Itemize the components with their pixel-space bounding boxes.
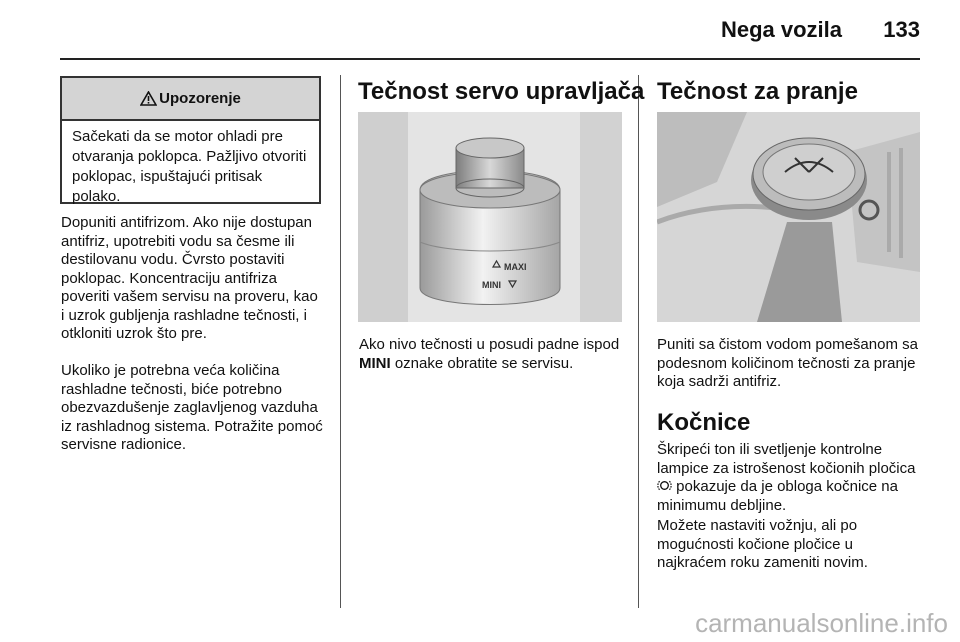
washer-reservoir-image: [657, 112, 920, 322]
reservoir-illustration: [358, 112, 622, 322]
header-divider: [60, 58, 920, 60]
brakes-paragraph-2: Možete nastaviti vožnju, ali po mogućnosti kočione pločice u najkraćem roku zameniti novim.: [657, 517, 868, 571]
power-steering-instructions: [359, 336, 621, 373]
warning-text: Sačekati da se motor ohladi pre otvaranja poklopca. Pažljivo otvoriti poklopac, ispuštajući pritisak polako.: [72, 128, 307, 205]
watermark-text: carmanualsonline.info: [695, 608, 948, 638]
instruction-text-start: Ako nivo tečnosti u posudi padne ispod: [359, 336, 620, 353]
column-divider-1: [340, 75, 341, 608]
instruction-text-end: oznake obratite se servisu.: [390, 354, 574, 372]
mini-mark-bold: MINI: [359, 354, 391, 372]
brake-pad-wear-icon: [657, 479, 672, 492]
washer-cap-illustration: [657, 112, 920, 322]
washer-fluid-instructions: Puniti sa čistom vodom pomešanom sa podesnom količinom tečnosti za pranje koja sadrži antifriz.: [657, 336, 918, 390]
page-header-title: Nega vozila: [720, 17, 842, 42]
page-number: 133: [883, 17, 920, 42]
brakes-paragraph-1: [657, 441, 920, 515]
min-mark-label: MINI: [482, 280, 501, 290]
washer-fluid-title: Tečnost za pranje: [657, 78, 858, 105]
brakes-title: Kočnice: [657, 409, 751, 436]
brakes-text-start: Škripeći ton ili svetljenje kontrolne lampice za istrošenost kočionih pločica: [657, 441, 916, 477]
warning-triangle-icon: [140, 91, 157, 106]
power-steering-fluid-title: Tečnost servo upravljača: [358, 78, 645, 105]
warning-box: [60, 76, 321, 204]
coolant-paragraph-1: Dopuniti antifrizom. Ako nije dostupan antifriz, upotrebiti vodu sa česme ili destilovanu vodu. Čvrsto postaviti poklopac. Koncentraciju antifriza poveriti vašem servisu na proveru, kao i uzrok gubljenja rashladne tečnosti, i otkloniti uzrok što pre.: [61, 214, 318, 342]
warning-title: Upozorenje: [159, 90, 241, 107]
coolant-paragraph-2: Ukoliko je potrebna veća količina rashladne tečnosti, biće potrebno obezvazdušenje zaglavljenog vazduha iz rashladnog sistema. Potražite pomoć servisne radionice.: [61, 362, 323, 453]
brakes-text-end: pokazuje da je obloga kočnice na minimumu debljine.: [657, 478, 898, 514]
column-divider-2: [638, 75, 639, 608]
warning-header: [62, 78, 319, 121]
power-steering-reservoir-image: [358, 112, 622, 322]
max-mark-label: MAXI: [504, 262, 527, 272]
